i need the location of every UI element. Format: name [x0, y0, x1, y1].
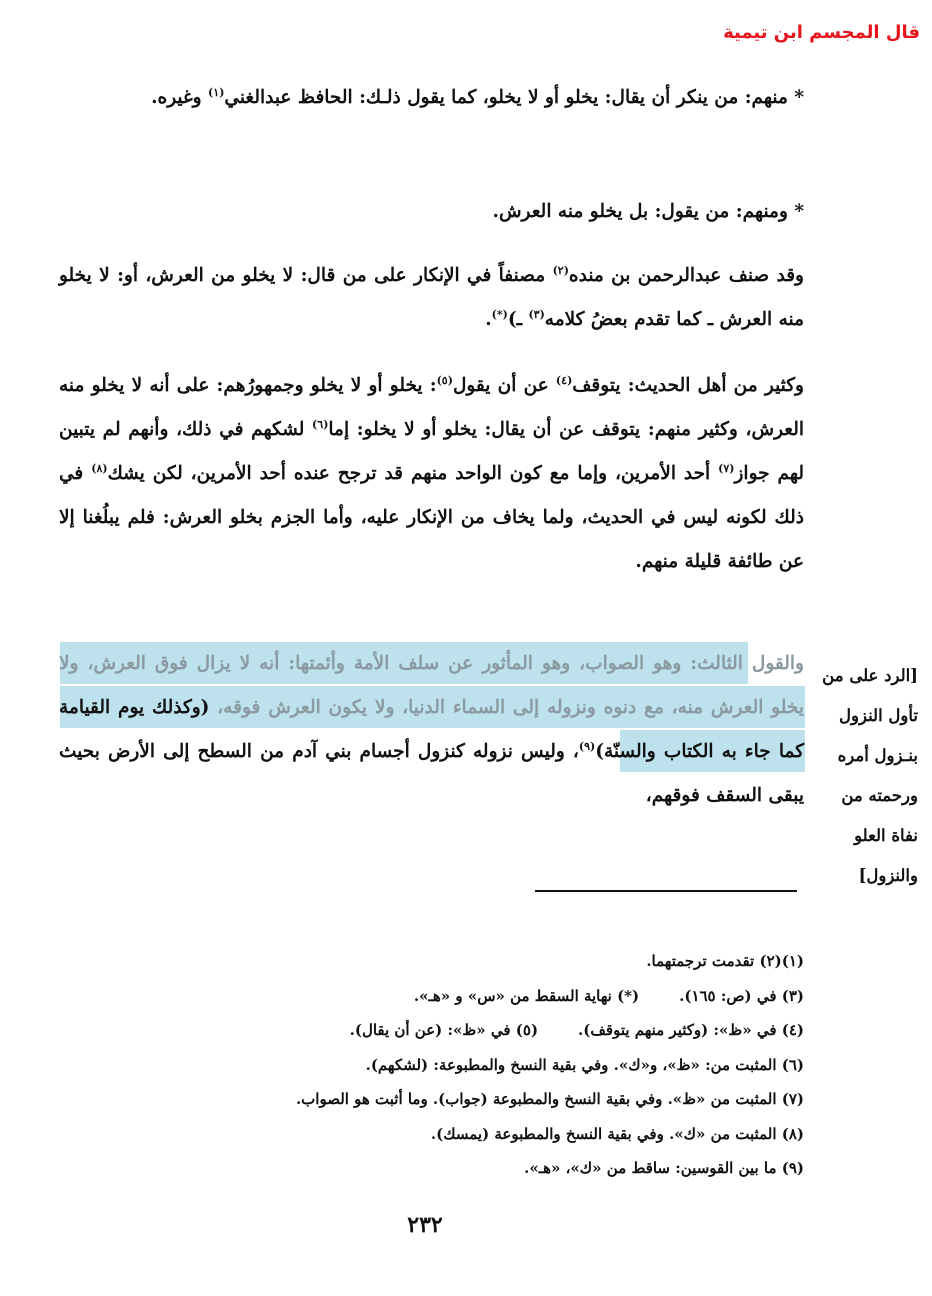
paragraph-4 — [59, 364, 804, 584]
paragraph-2: * ومنهم: من يقول: بل يخلو منه العرش. — [492, 201, 804, 222]
margin-note: [الرد على من تأول النزول بنـزول أمره ورحمته من نفاة العلو والنزول] — [822, 666, 918, 885]
paragraph-text: ـ) — [507, 309, 529, 330]
paragraph-text: : يخلو أو لا يخلو وجمهورُهم: على أنه لا يخلو منه العرش، وكثير منهم: يتوقف عن أن يقال: يخلو أو لا يخلو: إما — [59, 375, 804, 440]
paragraph-text: وقد صنف عبدالرحمن بن منده — [568, 265, 804, 286]
footnote-ref: (٨) — [91, 461, 108, 475]
paragraph-1 — [59, 76, 804, 120]
footnote-ref: (*) — [491, 307, 508, 321]
page-number: ٢٣٢ — [407, 1212, 443, 1238]
paragraph-text: * منهم: من ينكر أن يقال: يخلو أو لا يخلو، كما يقول ذلـك: الحافظ عبدالغني — [224, 87, 804, 108]
footnote-ref: (٢) — [552, 263, 569, 277]
footnote-divider — [535, 890, 797, 892]
footnote: (٣) في (ص: ١٦٥). — [679, 986, 804, 1005]
paragraph-text: وغيره. — [151, 87, 209, 108]
corner-title: قال المجسم ابن تيمية — [723, 22, 920, 43]
paragraph-text: أحد الأمرين، وإما مع كون الواحد منهم قد ترجح عنده أحد الأمرين، لكن يشك — [107, 463, 719, 484]
paragraph-5 — [59, 642, 804, 818]
paragraph-text: في ذلك لكونه ليس في الحديث، ولما يخاف من الإنكار عليه، وأما الجزم بخلو العرش: فلم يبلُغنا إلا عن طائفة قليلة منهم. — [59, 463, 804, 572]
footnote-ref: (٥) — [436, 373, 453, 387]
footnote-row — [114, 979, 804, 1014]
footnote: (٦) المثبت من: «ظ»، و«ك». وفي بقية النسخ والمطبوعة: (لشكهم). — [365, 1055, 804, 1074]
footnote-row — [114, 1013, 804, 1048]
paragraph-text: لشكهم في ذلك، وأنهم لم يتبين لهم جواز — [59, 419, 804, 484]
paragraph-text: وكثير من أهل الحديث: يتوقف — [572, 375, 804, 396]
footnote: (*) نهاية السقط من «س» و «هـ». — [413, 986, 640, 1005]
paragraph-3 — [59, 254, 804, 342]
paragraph-text: عن أن يقول — [452, 375, 556, 396]
paragraph-text: (وكذلك يوم القيامة كما جاء به الكتاب والسنّة) — [59, 697, 804, 762]
footnote: (١)(٢) تقدمت ترجمتهما. — [646, 952, 804, 970]
paragraph-text: ، وليس نزوله كنزول أجسام بني آدم من السطح إلى الأرض بحيث يبقى السقف فوقهم، — [59, 741, 804, 806]
footnote-ref: (٣) — [528, 307, 545, 321]
footnote: (٧) المثبت من «ظ». وفي بقية النسخ والمطبوعة (جواب). وما أثبت هو الصواب. — [295, 1090, 804, 1108]
footnote-ref: (٧) — [718, 461, 735, 475]
highlighted-text: والقول الثالث: وهو الصواب، وهو المأثور عن سلف الأمة وأئمتها: أنه لا يزال فوق العرش، ولا يخلو العرش منه، مع دنوه ونزوله إلى السماء الدنيا، ولا يكون العرش فوقه، — [59, 653, 804, 718]
footnote-ref: (٦) — [312, 417, 329, 431]
footnote: (٥) في «ظ»: (عن أن يقال). — [349, 1021, 539, 1039]
footnote-ref: (٩) — [578, 739, 596, 753]
footnote: (٩) ما بين القوسين: ساقط من «ك»، «هـ». — [524, 1159, 804, 1177]
footnotes — [114, 944, 804, 1186]
footnote: (٨) المثبت من «ك». وفي بقية النسخ والمطبوعة (يمسك). — [430, 1124, 804, 1143]
paragraph-text: . — [485, 309, 492, 330]
footnote: (٤) في «ظ»: (وكثير منهم يتوقف). — [578, 1021, 804, 1039]
footnote-ref: (٤) — [555, 373, 573, 387]
paragraph-text: مصنفاً في الإنكار على من قال: لا يخلو من العرش، أو: لا يخلو منه العرش ـ كما تقدم بعضُ كلامه — [59, 265, 804, 330]
footnote-ref: (١) — [208, 85, 225, 99]
